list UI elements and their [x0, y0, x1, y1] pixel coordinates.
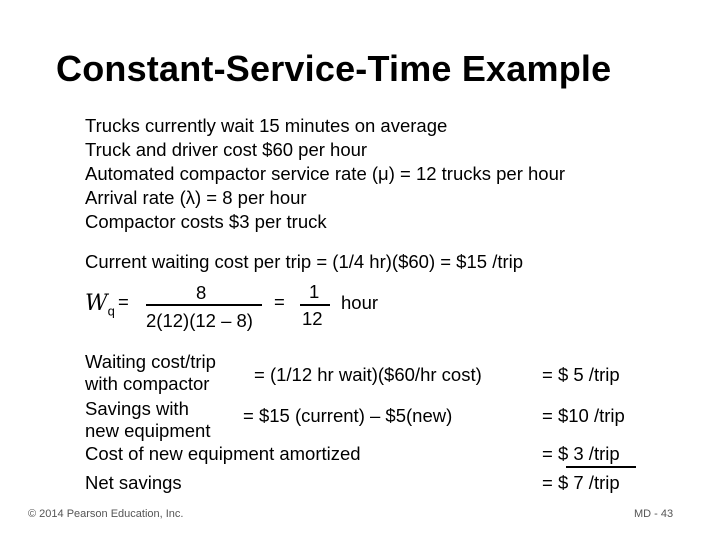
cost-label: Cost of new equipment amortized: [85, 443, 361, 464]
current-waiting-cost: Current waiting cost per trip = (1/4 hr)($60) = $15 /trip: [85, 251, 524, 272]
savings-calc: = $15 (current) – $5(new): [243, 405, 453, 426]
savings-value: = $10 /trip: [542, 405, 625, 426]
formula-equals-2: =: [274, 291, 285, 312]
fact-wait-time: Trucks currently wait 15 minutes on average: [85, 115, 448, 136]
savings-label-line2: new equipment: [85, 420, 211, 441]
result-unit: hour: [341, 292, 379, 313]
formula-equals-1: =: [118, 291, 129, 312]
waiting-value: = $ 5 /trip: [542, 364, 620, 385]
waiting-label-line2: with compactor: [85, 373, 210, 394]
wq-symbol: [85, 290, 115, 318]
waiting-label-line1: Waiting cost/trip: [85, 351, 216, 372]
net-savings-label: Net savings: [85, 472, 182, 493]
sum-underline: [566, 466, 636, 468]
wq-subscript: q: [107, 303, 115, 319]
savings-label-line1: Savings with: [85, 398, 189, 419]
formula-numerator: 8: [196, 282, 207, 303]
fact-service-rate: Automated compactor service rate (μ) = 12 trucks per hour: [85, 163, 566, 184]
formula-denominator: 2(12)(12 – 8): [146, 310, 253, 331]
slide-title: Constant-Service-Time Example: [56, 48, 612, 89]
result-numerator: 1: [309, 281, 320, 302]
cost-value: = $ 3 /trip: [542, 443, 620, 464]
net-savings-value: = $ 7 /trip: [542, 472, 620, 493]
footer-copyright: © 2014 Pearson Education, Inc.: [28, 508, 184, 520]
wq-letter: W: [85, 291, 108, 316]
fact-truck-cost: Truck and driver cost $60 per hour: [85, 139, 368, 160]
result-denominator: 12: [302, 308, 323, 329]
fact-compactor-cost: Compactor costs $3 per truck: [85, 211, 327, 232]
footer-page-number: MD - 43: [634, 508, 674, 520]
fact-arrival-rate: Arrival rate (λ) = 8 per hour: [85, 187, 307, 208]
formula-fraction-bar: [146, 304, 262, 306]
waiting-calc: = (1/12 hr wait)($60/hr cost): [254, 364, 482, 385]
result-fraction-bar: [300, 304, 330, 306]
